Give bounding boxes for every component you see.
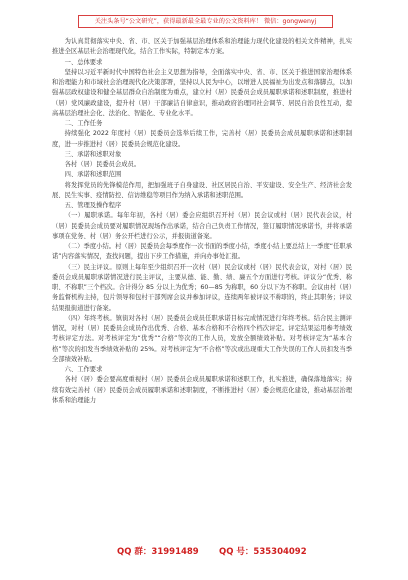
qq-group-number: QQ 群：31991489 (117, 547, 199, 557)
paragraph: （一）履职承诺。每年年初，各村（居）委会应组织召开村（居）民会议或村（居）民代表会议，村（居）民委员会成员要对履职情况现场作出承诺，结合自己负责工作情况，签订履职情况承诺书，并将承诺事项在党务、村（居）务公开栏进行公示，并报街道备案。 (52, 212, 352, 240)
paragraph: 将发挥党员的先锋模范作用，把加强班子自身建设、社区居民自治、平安建设、安全生产、经济社会发展、民生实事、疫情防控、信访维稳等项目作为纳入承诺和述职范围。 (52, 181, 352, 199)
section-heading: 五、管理及操作程序 (64, 202, 122, 209)
document-body (52, 37, 352, 406)
section-heading: 六、工作要求 (64, 366, 103, 373)
footer (0, 545, 408, 559)
qq-contact-number: QQ 号：535304092 (219, 547, 307, 557)
paragraph: （四）年终考核。镇街对各村（居）民委员会成员任职承诺目标完成情况进行年终考核。结合民主测评情况，对村（居）民委员会成员作出优秀、合格、基本合格和不合格四个档次评定。评定结果运用参考绩效考核评定方法。对考核评定为“优秀”“合格”等次的工作人员，发放全额绩效补贴。对考核评定为“基本合格”等次的扣发当季绩效补贴的 25%。对考核评定为“不合格”等次或出现重大工作失误的工作人员扣发当季全部绩效补贴。 (52, 314, 352, 363)
section-heading: 一、总体要求 (64, 58, 103, 66)
section-heading: 四、承诺和述职范围 (64, 171, 122, 179)
paragraph: 坚持以习近平新时代中国特色社会主义思想为指导，全面落实中央、省、市、区关于推进国家治理体系和治理能力和市域社会治理现代化决策部署，坚持以人民为中心，以增进人民福祉为出发点和落脚点，以加强基层政权建设和健全基层群众自治制度为重点，建立村（居）民委员会成员履职承诺和述职制度，推进村（居）党风廉政建设，提升村（居）干部廉洁自律意识，推动政府治理同社会调节、居民自治良性互动，提高基层治理社会化、法治化、智能化、专业化水平。 (52, 68, 352, 117)
section-heading: 二、工作任务 (64, 120, 103, 127)
paragraph: 各村（居）民委员会成员。 (64, 161, 141, 168)
paragraph: 各村（居）委会要高度重视村（居）民委员会成员履职承诺和述职工作，扎实推进，确保落地落实；持续有效完善村（居）民委员会成员履职承诺和述职制度，不断推进村（居）委会规范化建设，推动基层治理体系和治理能力 (52, 376, 352, 404)
paragraph: （三）民主评议。原则上每年至少组织召开一次村（居）民会议或村（居）民代表会议，对村（居）民委员会成员履职承诺情况进行民主评议，主要从德、能、勤、绩、廉五个方面进行考核。评议分“优秀、称职、不称职”三个档次。合计得分 85 分以上为优秀；60—85 为称职，60 分以下为不称职。会议由村（居）务监督机构主持，包片领导和包村干部列席会议并参加评议，连续两年被评议不称职的，终止其职务；评议结果报街道进行备案。 (52, 263, 352, 312)
paragraph: 持续强化 2022 年度村（居）民委员会选举后续工作，完善村（居）民委员会成员履职承诺和述职制度，进一步推进村（居）民委员会规范化建设。 (52, 130, 352, 148)
section-heading: 三、承诺和述职对象 (64, 150, 122, 158)
paragraph: 为认真贯彻落实中央、省、市、区关于加强基层治理体系和治理能力现代化建设的相关文件精神，扎实推进全区基层社会治理现代化，结合工作实际，特制定本方案。 (52, 38, 352, 56)
paragraph: （二）季度小结。村（居）民委员会每季度作一次书面的季度小结，季度小结上要总结上一季度“任职承诺”内容落实情况，查找问题，提出下步工作措施，并向办事处汇报。 (52, 243, 352, 261)
header-banner: 关注头条号“公文研究”，获得最新最全最专业的公文资料库！ 微信：gongwenyj (78, 15, 333, 28)
